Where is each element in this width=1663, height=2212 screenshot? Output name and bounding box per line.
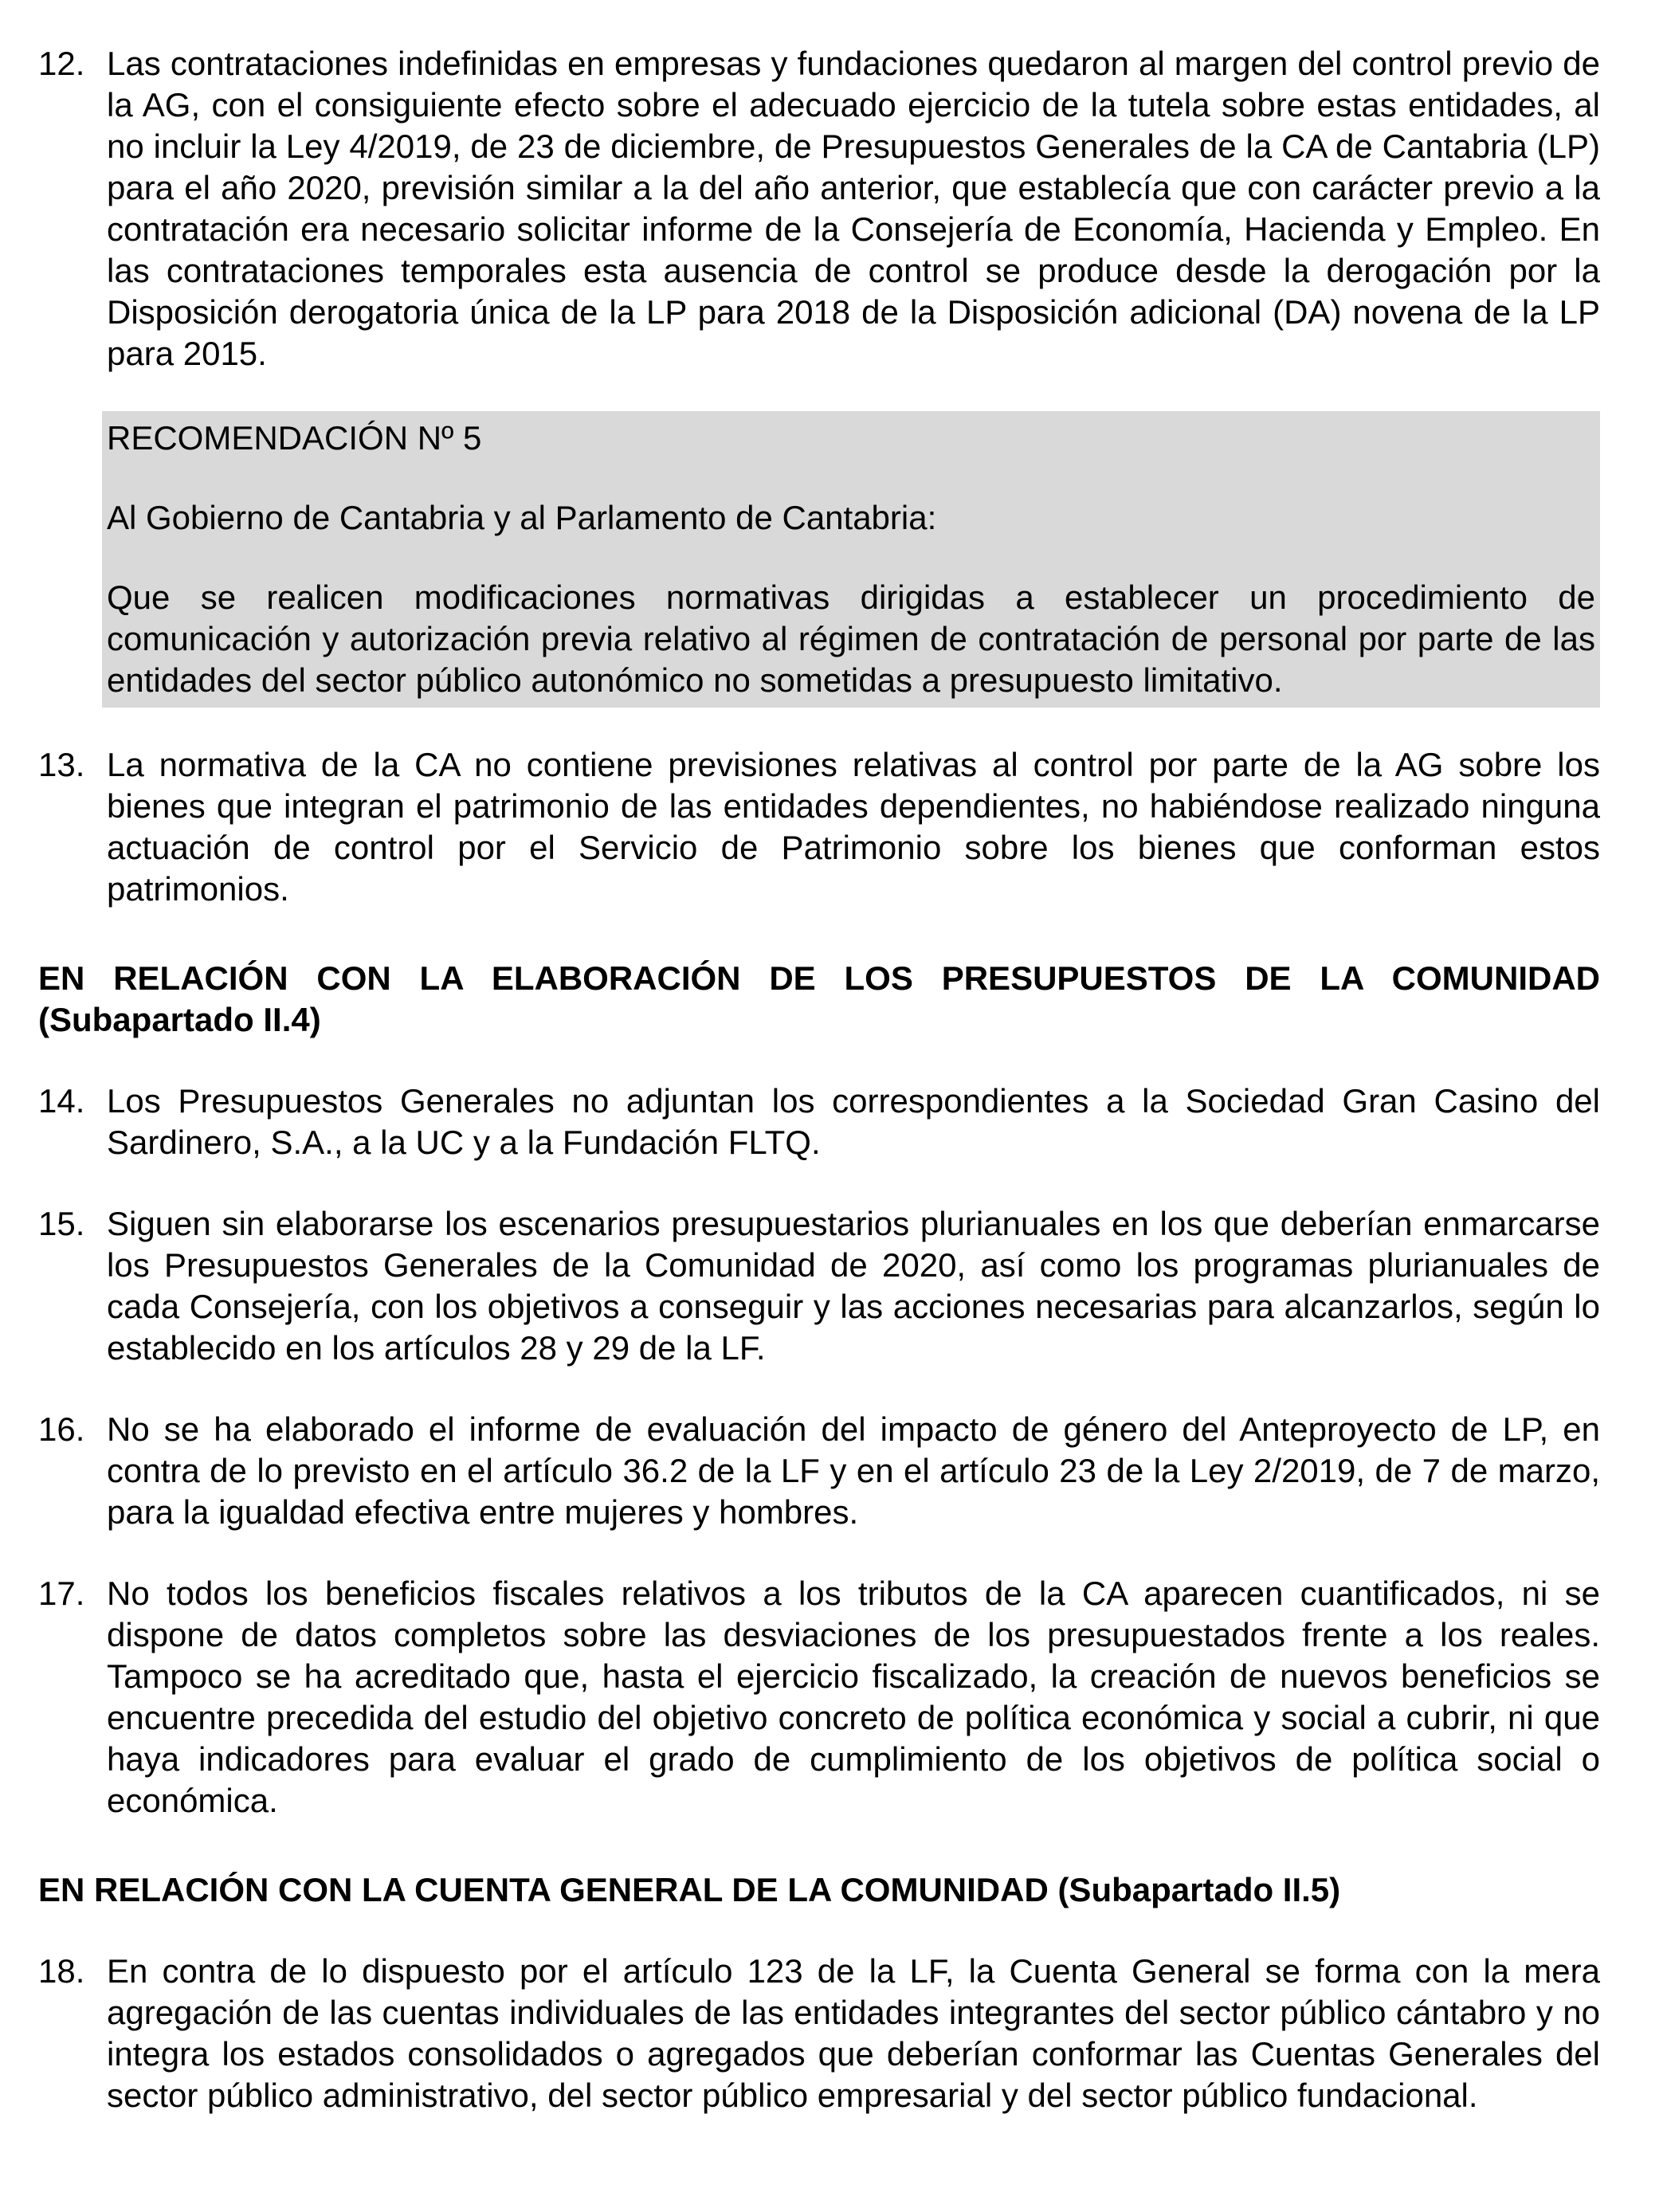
finding-15 — [38, 1203, 1600, 1369]
recommendation-body: Que se realicen modificaciones normativas dirigidas a establecer un procedimiento de comunicación y autorización previa relativo al régimen de contratación de personal por parte de las entidades del sector público autonómico no sometidas a presupuesto limitativo. — [107, 578, 1595, 699]
finding-number: 15. — [38, 1205, 85, 1242]
section-heading-general-account: EN RELACIÓN CON LA CUENTA GENERAL DE LA COMUNIDAD (Subapartado II.5) — [38, 1871, 1341, 1908]
finding-text: Siguen sin elaborarse los escenarios presupuestarios plurianuales en los que deberían enmarcarse los Presupuestos Generales de la Comunidad de 2020, así como los programas plurianuales de cada Consejería, con los objetivos a conseguir y las acciones necesarias para alcanzarlos, según lo establecido en los artículos 28 y 29 de la LF. — [107, 1205, 1600, 1367]
section-heading-budgets: EN RELACIÓN CON LA ELABORACIÓN DE LOS PRESUPUESTOS DE LA COMUNIDAD (Subapartado II.4) — [38, 959, 1600, 1038]
finding-text: No todos los beneficios fiscales relativos a los tributos de la CA aparecen cuantificados, ni se dispone de datos completos sobre las desviaciones de los presupuestados frente a los reales. Tampoco se ha acreditado que, hasta el ejercicio fiscalizado, la creación de nuevos beneficios se encuentre precedida del estudio del objetivo concreto de política económica y social a cubrir, ni que haya indicadores para evaluar el grado de cumplimiento de los objetivos de política social o económica. — [107, 1575, 1600, 1819]
recommendation-addressee: Al Gobierno de Cantabria y al Parlamento de Cantabria: — [107, 499, 937, 536]
finding-16 — [38, 1409, 1600, 1533]
finding-number: 12. — [38, 45, 85, 82]
recommendation-box — [102, 411, 1600, 708]
finding-text: No se ha elaborado el informe de evaluación del impacto de género del Anteproyecto de LP, en contra de lo previsto en el artículo 36.2 de la LF y en el artículo 23 de la Ley 2/2019, de 7 de marzo, para la igualdad efectiva entre mujeres y hombres. — [107, 1410, 1600, 1531]
finding-14 — [38, 1081, 1600, 1163]
document-page — [38, 43, 1600, 2116]
finding-number: 14. — [38, 1082, 85, 1120]
finding-number: 18. — [38, 1952, 85, 1990]
finding-text: En contra de lo dispuesto por el artículo 123 de la LF, la Cuenta General se forma con la mera agregación de las cuentas individuales de las entidades integrantes del sector público cántabro y no integra los estados consolidados o agregados que deberían conformar las Cuentas Generales del sector público administrativo, del sector público empresarial y del sector público fundacional. — [107, 1952, 1600, 2114]
finding-13 — [38, 744, 1600, 910]
finding-12 — [38, 43, 1600, 375]
finding-number: 17. — [38, 1575, 85, 1612]
finding-number: 16. — [38, 1410, 85, 1448]
finding-text: Los Presupuestos Generales no adjuntan los correspondientes a la Sociedad Gran Casino del Sardinero, S.A., a la UC y a la Fundación FLTQ. — [107, 1082, 1600, 1161]
finding-text: Las contrataciones indefinidas en empresas y fundaciones quedaron al margen del control previo de la AG, con el consiguiente efecto sobre el adecuado ejercicio de la tutela sobre estas entidades, al no incluir la Ley 4/2019, de 23 de diciembre, de Presupuestos Generales de la CA de Cantabria (LP) para el año 2020, previsión similar a la del año anterior, que establecía que con carácter previo a la contratación era necesario solicitar informe de la Consejería de Economía, Hacienda y Empleo. En las contrataciones temporales esta ausencia de control se produce desde la derogación por la Disposición derogatoria única de la LP para 2018 de la Disposición adicional (DA) novena de la LP para 2015. — [107, 45, 1600, 372]
finding-17 — [38, 1573, 1600, 1822]
finding-text: La normativa de la CA no contiene previsiones relativas al control por parte de la AG sobre los bienes que integran el patrimonio de las entidades dependientes, no habiéndose realizado ninguna actuación de control por el Servicio de Patrimonio sobre los bienes que conforman estos patrimonios. — [107, 746, 1600, 908]
finding-18 — [38, 1951, 1600, 2116]
recommendation-title: RECOMENDACIÓN Nº 5 — [107, 419, 482, 457]
finding-number: 13. — [38, 746, 85, 783]
